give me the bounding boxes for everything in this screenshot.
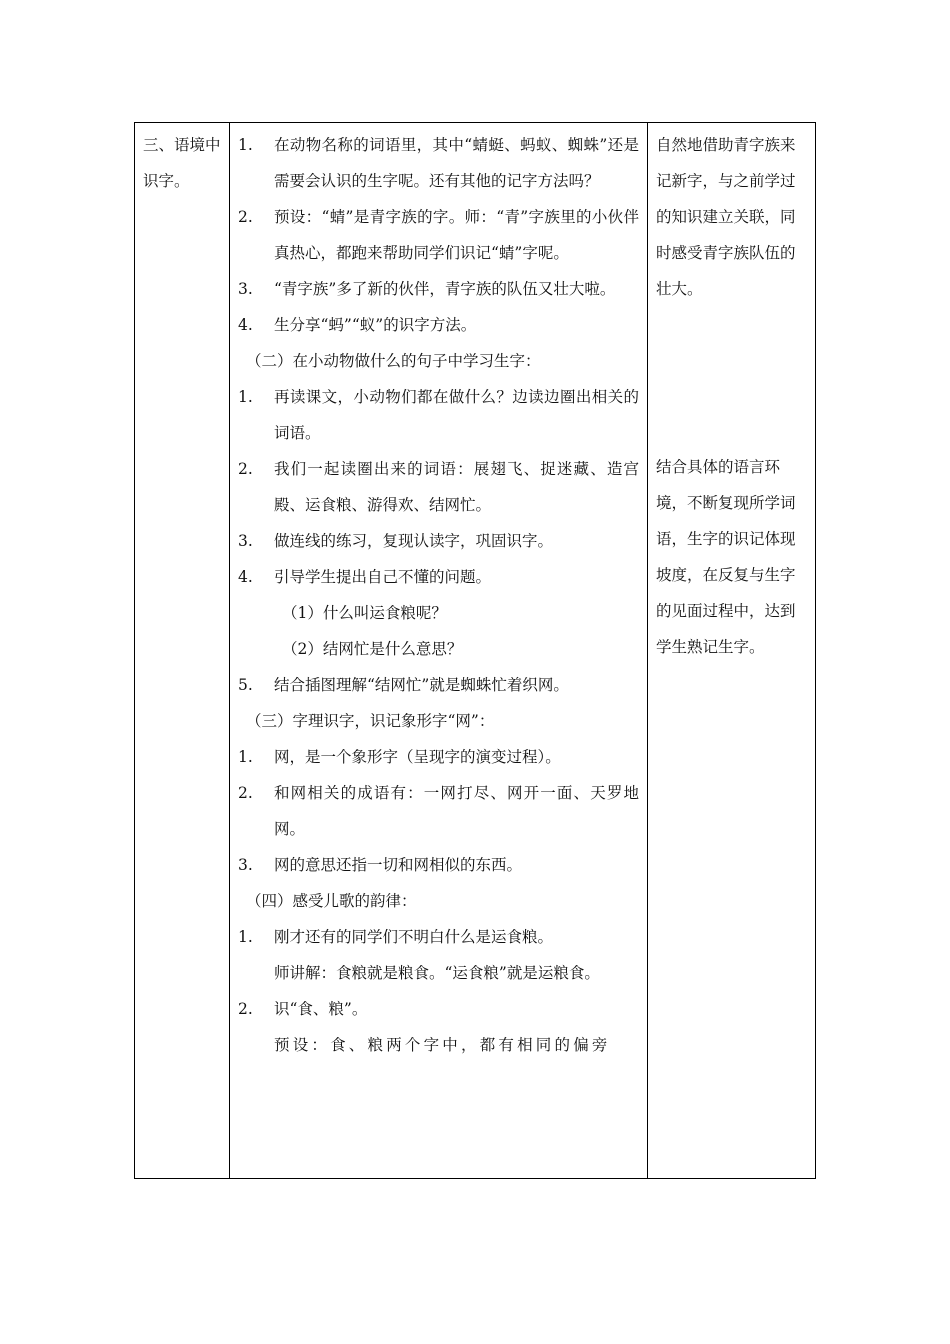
step-number: 2. (238, 208, 253, 226)
step-text: 在动物名称的词语里，其中“蜻蜓、蚂蚁、蜘蛛”还是需要会认识的生字呢。还有其他的记字方法吗？ (274, 136, 639, 190)
section-cell (135, 123, 229, 1178)
step-number: 4. (238, 316, 253, 334)
explanation-paragraph: 预设：食、粮两个字中，都有相同的偏旁 (274, 1036, 611, 1054)
explanation-paragraph: 师讲解：食粮就是粮食。“运食粮”就是运粮食。 (274, 964, 600, 982)
design-note: 结合具体的语言环境，不断复现所学词语，生字的识记体现坡度，在反复与生字的见面过程中，达到学生熟记生字。 (656, 458, 796, 656)
step-number: 1. (238, 388, 253, 406)
step-item (238, 991, 639, 1027)
step-item (238, 271, 639, 307)
step-item (238, 667, 639, 703)
step-text: 预设：“蜻”是青字族的字。师：“青”字族里的小伙伴真热心，都跑来帮助同学们识记“蜻”字呢。 (274, 208, 639, 262)
step-number: 1. (238, 136, 253, 154)
step-text: 我们一起读圈出来的词语：展翅飞、捉迷藏、造宫殿、运食粮、游得欢、结网忙。 (274, 460, 639, 514)
step-number: 3. (238, 280, 253, 298)
step-item (238, 775, 639, 847)
step-item (238, 127, 639, 199)
step-text: 和网相关的成语有：一网打尽、网开一面、天罗地网。 (274, 784, 639, 838)
subsection-heading: （四）感受儿歌的韵律： (246, 892, 417, 910)
step-number: 2. (238, 460, 253, 478)
steps-content (230, 123, 647, 1063)
step-text: 网的意思还指一切和网相似的东西。 (274, 856, 523, 874)
step-text: 引导学生提出自己不懂的问题。 (274, 568, 492, 586)
step-item (238, 739, 639, 775)
step-number: 2. (238, 784, 253, 802)
notes-cell (648, 123, 816, 1178)
step-number: 5. (238, 676, 253, 694)
lesson-table (134, 122, 816, 1179)
sub-question: （1）什么叫运食粮呢？ (282, 604, 447, 622)
step-text: 识“食、粮”。 (274, 1000, 368, 1018)
step-number: 2. (238, 1000, 253, 1018)
step-text: 结合插图理解“结网忙”就是蜘蛛忙着织网。 (274, 676, 569, 694)
step-item (238, 559, 639, 595)
step-text: “青字族”多了新的伙伴，青字族的队伍又壮大啦。 (274, 280, 616, 298)
step-number: 3. (238, 856, 253, 874)
section-title: 三、语境中识字。 (143, 136, 221, 190)
step-item (238, 847, 639, 883)
step-number: 1. (238, 748, 253, 766)
step-item (238, 919, 639, 955)
design-note: 自然地借助青字族来记新字，与之前学过的知识建立关联，同时感受青字族队伍的壮大。 (656, 136, 796, 298)
subsection-heading: （三）字理识字，识记象形字“网”： (246, 712, 495, 730)
step-text: 做连线的练习，复现认读字，巩固识字。 (274, 532, 554, 550)
step-item (238, 307, 639, 343)
step-number: 1. (238, 928, 253, 946)
step-text: 刚才还有的同学们不明白什么是运食粮。 (274, 928, 554, 946)
sub-question: （2）结网忙是什么意思？ (282, 640, 463, 658)
step-item (238, 379, 639, 451)
step-item (238, 451, 639, 523)
step-text: 再读课文，小动物们都在做什么？边读边圈出相关的词语。 (274, 388, 639, 442)
step-number: 4. (238, 568, 253, 586)
step-number: 3. (238, 532, 253, 550)
step-text: 网，是一个象形字（呈现字的演变过程）。 (274, 748, 561, 766)
step-text: 生分享“蚂”“蚁”的识字方法。 (274, 316, 477, 334)
step-item (238, 523, 639, 559)
steps-cell (230, 123, 647, 1178)
step-item (238, 199, 639, 271)
subsection-heading: （二）在小动物做什么的句子中学习生字： (246, 352, 541, 370)
